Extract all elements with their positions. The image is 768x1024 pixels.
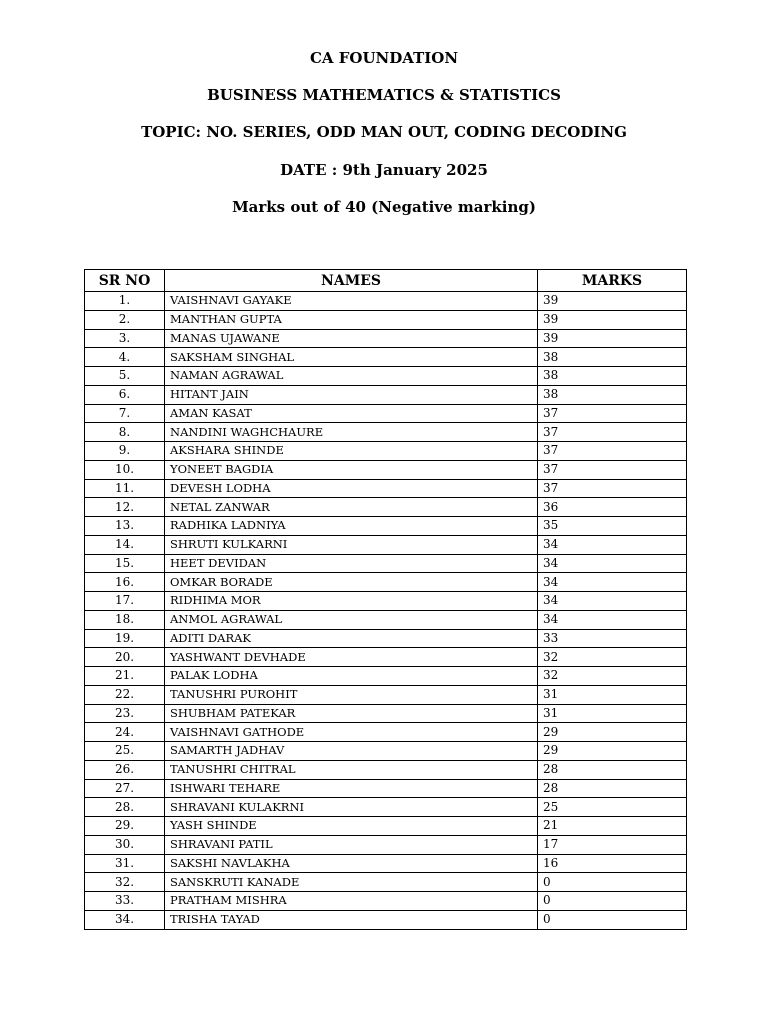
table-row bbox=[85, 348, 687, 367]
table-row bbox=[85, 423, 687, 442]
sr-no-cell: 20. bbox=[85, 648, 165, 667]
sr-no-cell: 23. bbox=[85, 704, 165, 723]
sr-no-cell: 12. bbox=[85, 498, 165, 517]
marks-cell: 32 bbox=[538, 648, 687, 667]
table-row bbox=[85, 535, 687, 554]
marks-cell: 38 bbox=[538, 385, 687, 404]
marks-cell: 34 bbox=[538, 592, 687, 611]
marks-cell: 29 bbox=[538, 723, 687, 742]
table-row bbox=[85, 798, 687, 817]
table-row bbox=[85, 854, 687, 873]
student-name-cell: PRATHAM MISHRA bbox=[165, 892, 538, 911]
student-name-cell: MANAS UJAWANE bbox=[165, 329, 538, 348]
student-name-cell: SAKSHI NAVLAKHA bbox=[165, 854, 538, 873]
table-row bbox=[85, 310, 687, 329]
marks-cell: 38 bbox=[538, 367, 687, 386]
marks-note: Marks out of 40 (Negative marking) bbox=[232, 198, 536, 216]
sr-no-cell: 33. bbox=[85, 892, 165, 911]
sr-no-cell: 5. bbox=[85, 367, 165, 386]
student-name-cell: RADHIKA LADNIYA bbox=[165, 517, 538, 536]
sr-no-cell: 14. bbox=[85, 535, 165, 554]
student-name-cell: OMKAR BORADE bbox=[165, 573, 538, 592]
student-name-cell: RIDHIMA MOR bbox=[165, 592, 538, 611]
marks-cell: 17 bbox=[538, 835, 687, 854]
sr-no-cell: 29. bbox=[85, 817, 165, 836]
table-row bbox=[85, 835, 687, 854]
sr-no-cell: 17. bbox=[85, 592, 165, 611]
table-row bbox=[85, 629, 687, 648]
table-row bbox=[85, 385, 687, 404]
marks-cell: 37 bbox=[538, 442, 687, 461]
student-name-cell: AMAN KASAT bbox=[165, 404, 538, 423]
student-name-cell: YASHWANT DEVHADE bbox=[165, 648, 538, 667]
sr-no-cell: 19. bbox=[85, 629, 165, 648]
marks-cell: 21 bbox=[538, 817, 687, 836]
sr-no-cell: 24. bbox=[85, 723, 165, 742]
student-name-cell: NAMAN AGRAWAL bbox=[165, 367, 538, 386]
marks-cell: 0 bbox=[538, 892, 687, 911]
table-row bbox=[85, 873, 687, 892]
student-name-cell: SHRAVANI KULAKRNI bbox=[165, 798, 538, 817]
sr-no-cell: 22. bbox=[85, 685, 165, 704]
student-name-cell: HEET DEVIDAN bbox=[165, 554, 538, 573]
sr-no-cell: 8. bbox=[85, 423, 165, 442]
student-name-cell: ANMOL AGRAWAL bbox=[165, 610, 538, 629]
student-name-cell: PALAK LODHA bbox=[165, 667, 538, 686]
marks-cell: 37 bbox=[538, 423, 687, 442]
table-row bbox=[85, 910, 687, 929]
student-name-cell: SHRAVANI PATIL bbox=[165, 835, 538, 854]
marks-cell: 16 bbox=[538, 854, 687, 873]
sr-no-cell: 2. bbox=[85, 310, 165, 329]
marks-cell: 28 bbox=[538, 779, 687, 798]
table-row bbox=[85, 779, 687, 798]
student-name-cell: YASH SHINDE bbox=[165, 817, 538, 836]
marks-cell: 35 bbox=[538, 517, 687, 536]
marks-cell: 28 bbox=[538, 760, 687, 779]
student-name-cell: VAISHNAVI GATHODE bbox=[165, 723, 538, 742]
table-row bbox=[85, 685, 687, 704]
sr-no-cell: 25. bbox=[85, 742, 165, 761]
results-table-header bbox=[85, 270, 687, 292]
marks-cell: 34 bbox=[538, 535, 687, 554]
table-row bbox=[85, 442, 687, 461]
student-name-cell: SHRUTI KULKARNI bbox=[165, 535, 538, 554]
table-row bbox=[85, 892, 687, 911]
table-row bbox=[85, 517, 687, 536]
table-row bbox=[85, 667, 687, 686]
marks-cell: 34 bbox=[538, 573, 687, 592]
marks-cell: 37 bbox=[538, 479, 687, 498]
table-row bbox=[85, 760, 687, 779]
marks-cell: 39 bbox=[538, 292, 687, 311]
student-name-cell: ISHWARI TEHARE bbox=[165, 779, 538, 798]
marks-cell: 38 bbox=[538, 348, 687, 367]
table-row bbox=[85, 573, 687, 592]
marks-cell: 0 bbox=[538, 910, 687, 929]
sr-no-cell: 31. bbox=[85, 854, 165, 873]
marks-cell: 31 bbox=[538, 685, 687, 704]
student-name-cell: SAKSHAM SINGHAL bbox=[165, 348, 538, 367]
table-row bbox=[85, 704, 687, 723]
sr-no-cell: 3. bbox=[85, 329, 165, 348]
marks-cell: 37 bbox=[538, 404, 687, 423]
sr-no-cell: 28. bbox=[85, 798, 165, 817]
sr-no-cell: 21. bbox=[85, 667, 165, 686]
sr-no-cell: 1. bbox=[85, 292, 165, 311]
table-row bbox=[85, 292, 687, 311]
student-name-cell: DEVESH LODHA bbox=[165, 479, 538, 498]
table-row bbox=[85, 817, 687, 836]
student-name-cell: AKSHARA SHINDE bbox=[165, 442, 538, 461]
marks-cell: 37 bbox=[538, 460, 687, 479]
sr-no-cell: 16. bbox=[85, 573, 165, 592]
sr-no-cell: 9. bbox=[85, 442, 165, 461]
sr-no-cell: 13. bbox=[85, 517, 165, 536]
header-names: NAMES bbox=[165, 270, 538, 292]
marks-cell: 32 bbox=[538, 667, 687, 686]
table-row bbox=[85, 329, 687, 348]
marks-cell: 25 bbox=[538, 798, 687, 817]
table-row bbox=[85, 479, 687, 498]
table-row bbox=[85, 554, 687, 573]
header-marks: MARKS bbox=[538, 270, 687, 292]
sr-no-cell: 30. bbox=[85, 835, 165, 854]
student-name-cell: SANSKRUTI KANADE bbox=[165, 873, 538, 892]
table-row bbox=[85, 648, 687, 667]
marks-cell: 31 bbox=[538, 704, 687, 723]
student-name-cell: VAISHNAVI GAYAKE bbox=[165, 292, 538, 311]
marks-cell: 34 bbox=[538, 610, 687, 629]
student-name-cell: SAMARTH JADHAV bbox=[165, 742, 538, 761]
student-name-cell: HITANT JAIN bbox=[165, 385, 538, 404]
table-row bbox=[85, 404, 687, 423]
student-name-cell: NETAL ZANWAR bbox=[165, 498, 538, 517]
results-table bbox=[84, 269, 687, 930]
table-row bbox=[85, 610, 687, 629]
topic-title: TOPIC: NO. SERIES, ODD MAN OUT, CODING DECODING bbox=[141, 123, 627, 141]
table-row bbox=[85, 742, 687, 761]
sr-no-cell: 10. bbox=[85, 460, 165, 479]
sr-no-cell: 34. bbox=[85, 910, 165, 929]
marks-cell: 33 bbox=[538, 629, 687, 648]
marks-cell: 34 bbox=[538, 554, 687, 573]
student-name-cell: SHUBHAM PATEKAR bbox=[165, 704, 538, 723]
student-name-cell: ADITI DARAK bbox=[165, 629, 538, 648]
sr-no-cell: 15. bbox=[85, 554, 165, 573]
marks-cell: 39 bbox=[538, 310, 687, 329]
student-name-cell: NANDINI WAGHCHAURE bbox=[165, 423, 538, 442]
student-name-cell: TANUSHRI PUROHIT bbox=[165, 685, 538, 704]
header-row bbox=[85, 270, 687, 292]
table-row bbox=[85, 367, 687, 386]
table-row bbox=[85, 592, 687, 611]
sr-no-cell: 32. bbox=[85, 873, 165, 892]
sr-no-cell: 7. bbox=[85, 404, 165, 423]
table-row bbox=[85, 498, 687, 517]
student-name-cell: MANTHAN GUPTA bbox=[165, 310, 538, 329]
header-sr-no: SR NO bbox=[85, 270, 165, 292]
results-table-body bbox=[85, 292, 687, 930]
table-row bbox=[85, 723, 687, 742]
student-name-cell: YONEET BAGDIA bbox=[165, 460, 538, 479]
date-line: DATE : 9th January 2025 bbox=[280, 161, 488, 179]
sr-no-cell: 18. bbox=[85, 610, 165, 629]
marks-cell: 0 bbox=[538, 873, 687, 892]
sr-no-cell: 4. bbox=[85, 348, 165, 367]
table-row bbox=[85, 460, 687, 479]
title-ca-foundation: CA FOUNDATION bbox=[309, 49, 459, 67]
marks-cell: 36 bbox=[538, 498, 687, 517]
subject-title: BUSINESS MATHEMATICS & STATISTICS bbox=[207, 86, 561, 104]
sr-no-cell: 27. bbox=[85, 779, 165, 798]
sr-no-cell: 26. bbox=[85, 760, 165, 779]
sr-no-cell: 6. bbox=[85, 385, 165, 404]
marks-cell: 39 bbox=[538, 329, 687, 348]
sr-no-cell: 11. bbox=[85, 479, 165, 498]
student-name-cell: TRISHA TAYAD bbox=[165, 910, 538, 929]
marks-cell: 29 bbox=[538, 742, 687, 761]
student-name-cell: TANUSHRI CHITRAL bbox=[165, 760, 538, 779]
